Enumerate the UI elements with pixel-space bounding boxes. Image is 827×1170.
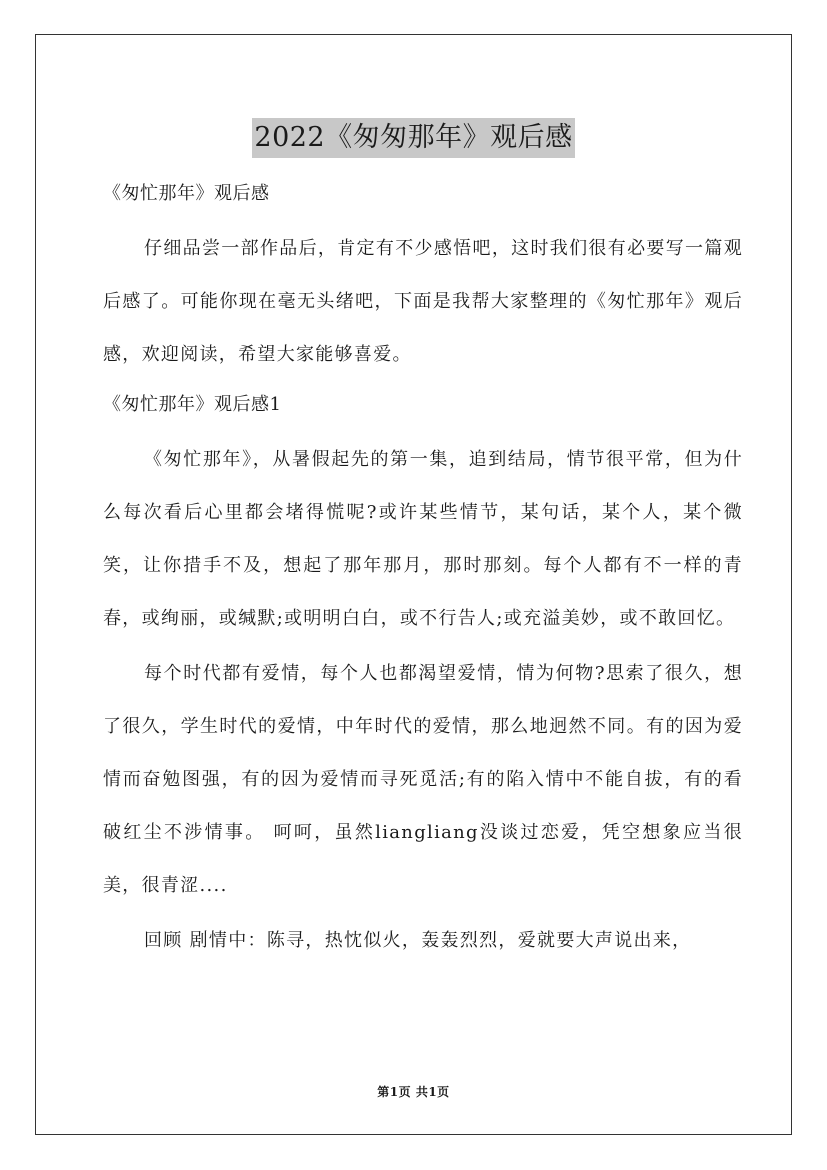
document-body: [103, 170, 743, 967]
body-paragraph-1: 《匆忙那年》，从暑假起先的第一集，追到结局，情节很平常，但为什么每次看后心里都会堵得慌呢?或许某些情节，某句话，某个人，某个微笑，让你措手不及，想起了那年那月，那时那刻。每个人都有不一样的青春，或绚丽，或缄默;或明明白白，或不行告人;或充溢美妙，或不敢回忆。: [103, 449, 743, 629]
intro-paragraph: 仔细品尝一部作品后，肯定有不少感悟吧，这时我们很有必要写一篇观后感了。可能你现在毫无头绪吧，下面是我帮大家整理的《匆忙那年》观后感，欢迎阅读，希望大家能够喜爱。: [103, 238, 743, 365]
page-footer: 第1页 共1页: [377, 1085, 450, 1099]
intro-subheading: 《匆忙那年》观后感: [103, 183, 270, 204]
document-title: 2022《匆匆那年》观后感: [252, 118, 574, 158]
body-paragraph-2: 每个时代都有爱情，每个人也都渴望爱情，情为何物?思索了很久，想了很久，学生时代的爱情，中年时代的爱情，那么地迥然不同。有的因为爱情而奋勉图强，有的因为爱情而寻死觅活;有的陷入情中不能自拔，有的看破红尘不涉情事。 呵呵，虽然liangliang没谈过恋爱，凭空想象应当很美，很青涩....: [103, 663, 743, 896]
title-container: [0, 100, 827, 176]
section-1-heading: 《匆忙那年》观后感1: [103, 394, 282, 415]
body-paragraph-3: 回顾 剧情中：陈寻，热忱似火，轰轰烈烈，爱就要大声说出来，: [144, 930, 692, 951]
